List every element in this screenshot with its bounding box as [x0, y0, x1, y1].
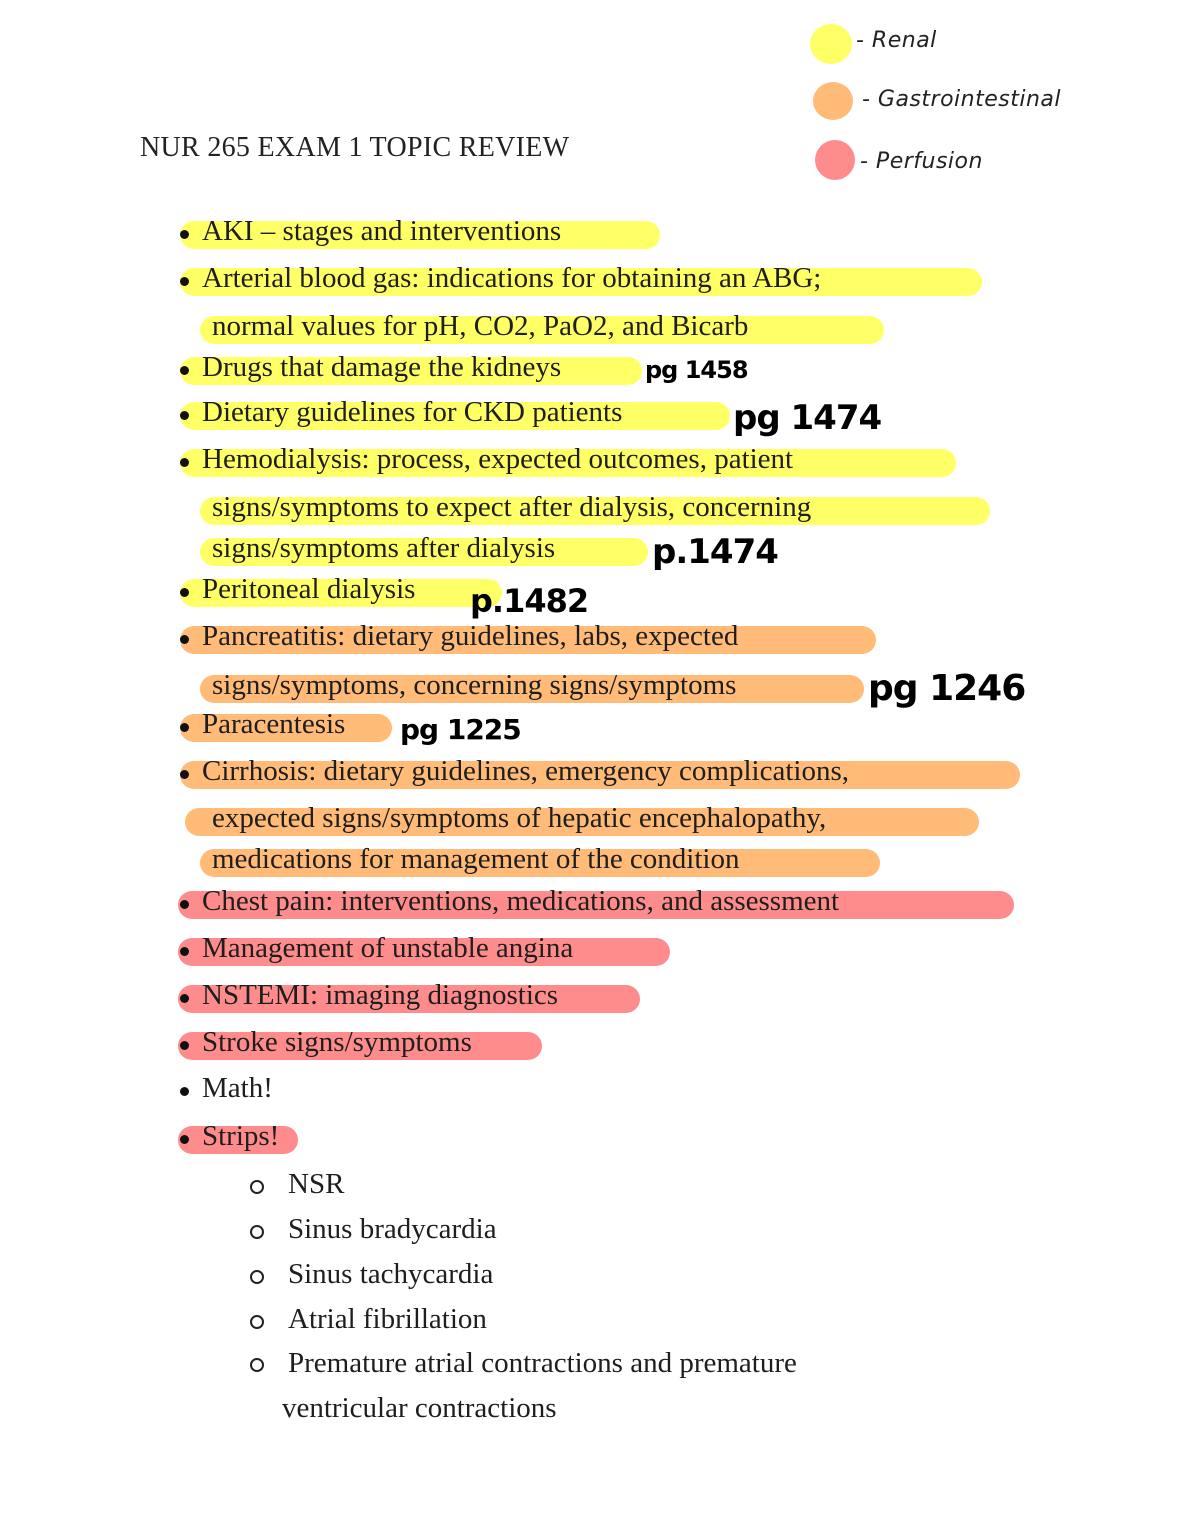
- topic-item-stroke: Stroke signs/symptoms: [202, 1026, 472, 1058]
- page-title: NUR 265 EXAM 1 TOPIC REVIEW: [140, 132, 570, 163]
- topic-item-pancreatitis: Pancreatitis: dietary guidelines, labs, expected: [202, 620, 739, 652]
- topic-item-hemodialysis-continued: signs/symptoms after dialysis: [212, 532, 556, 564]
- bullet-icon: [180, 230, 189, 239]
- sub-bullet-icon: [250, 1225, 264, 1239]
- topic-item-pancreatitis-continued: signs/symptoms, concerning signs/symptoms: [212, 669, 737, 701]
- strip-item-premature-contractions-continued: ventricular contractions: [282, 1392, 557, 1424]
- topic-item-math: Math!: [202, 1072, 273, 1104]
- topic-item-cirrhosis-continued: expected signs/symptoms of hepatic encephalopathy,: [212, 802, 827, 834]
- topic-item-hemodialysis: Hemodialysis: process, expected outcomes, patient: [202, 443, 794, 475]
- topic-item-cirrhosis: Cirrhosis: dietary guidelines, emergency complications,: [202, 755, 849, 787]
- bullet-icon: [180, 947, 189, 956]
- topic-item-strips: Strips!: [202, 1120, 280, 1152]
- topic-item-nephrotoxic-drugs: Drugs that damage the kidneys: [202, 351, 562, 383]
- bullet-icon: [180, 458, 189, 467]
- bullet-icon: [180, 635, 189, 644]
- bullet-icon: [180, 770, 189, 779]
- sub-bullet-icon: [250, 1315, 264, 1329]
- bullet-icon: [180, 588, 189, 597]
- perfusion-legend-label: - Perfusion: [860, 149, 983, 174]
- page-note: pg 1246: [868, 668, 1026, 709]
- page-note: p.1474: [652, 532, 778, 572]
- strip-item-premature-contractions: Premature atrial contractions and premature: [288, 1347, 797, 1379]
- bullet-icon: [180, 366, 189, 375]
- sub-bullet-icon: [250, 1358, 264, 1372]
- sub-bullet-icon: [250, 1270, 264, 1284]
- bullet-icon: [180, 1087, 189, 1096]
- renal-legend-label: - Renal: [856, 28, 937, 53]
- bullet-icon: [180, 277, 189, 286]
- bullet-icon: [180, 1135, 189, 1144]
- bullet-icon: [180, 411, 189, 420]
- strip-item-sinus-bradycardia: Sinus bradycardia: [288, 1213, 497, 1245]
- topic-item-hemodialysis-continued: signs/symptoms to expect after dialysis, concerning: [212, 491, 812, 523]
- topic-item-unstable-angina: Management of unstable angina: [202, 932, 574, 964]
- topic-item-chest-pain: Chest pain: interventions, medications, and assessment: [202, 885, 840, 917]
- page-note: pg 1225: [400, 713, 521, 746]
- topic-item-paracentesis: Paracentesis: [202, 708, 346, 740]
- topic-item-cirrhosis-continued: medications for management of the condition: [212, 843, 740, 875]
- topic-item-peritoneal-dialysis: Peritoneal dialysis: [202, 573, 416, 605]
- sub-bullet-icon: [250, 1180, 264, 1194]
- perfusion-legend-swatch: [815, 140, 855, 180]
- bullet-icon: [180, 900, 189, 909]
- topic-item-abg: Arterial blood gas: indications for obtaining an ABG;: [202, 262, 822, 294]
- gastrointestinal-legend-swatch: [813, 82, 853, 120]
- page-note: p.1482: [470, 582, 589, 620]
- strip-item-atrial-fibrillation: Atrial fibrillation: [288, 1303, 487, 1335]
- renal-legend-swatch: [810, 24, 852, 64]
- strip-item-nsr: NSR: [288, 1168, 345, 1200]
- topic-item-ckd-diet: Dietary guidelines for CKD patients: [202, 396, 623, 428]
- strip-item-sinus-tachycardia: Sinus tachycardia: [288, 1258, 494, 1290]
- topic-item-abg-continued: normal values for pH, CO2, PaO2, and Bicarb: [212, 310, 749, 342]
- bullet-icon: [180, 994, 189, 1003]
- page-note: pg 1458: [645, 356, 748, 384]
- bullet-icon: [180, 723, 189, 732]
- topic-item-aki: AKI – stages and interventions: [202, 215, 562, 247]
- gastrointestinal-legend-label: - Gastrointestinal: [862, 87, 1062, 112]
- topic-item-nstemi: NSTEMI: imaging diagnostics: [202, 979, 559, 1011]
- page-note: pg 1474: [733, 398, 882, 438]
- bullet-icon: [180, 1041, 189, 1050]
